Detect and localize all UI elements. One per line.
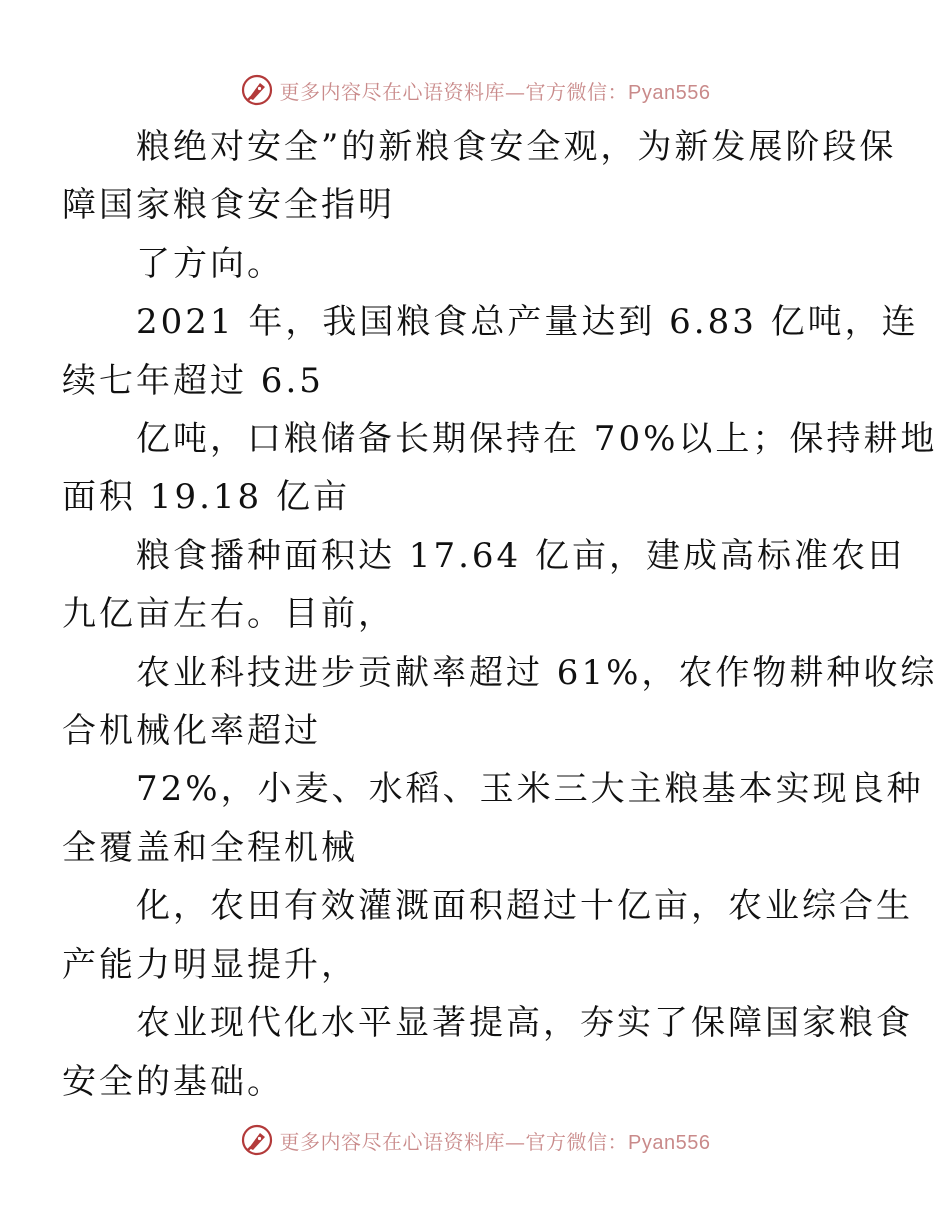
banner-text bbox=[280, 76, 711, 105]
paragraph bbox=[99, 235, 859, 293]
text-line: 化，农田有效灌溉面积超过十亿亩，农业综合生 bbox=[136, 886, 913, 927]
text-line: 面积 19.18 亿亩 bbox=[62, 477, 350, 518]
banner-text bbox=[280, 1126, 711, 1155]
wechat-id: Pyan556 bbox=[628, 1131, 711, 1154]
text-line: 2021 年，我国粮食总产量达到 6.83 亿吨，连 bbox=[136, 302, 919, 343]
text-line: 农业科技进步贡献率超过 61%，农作物耕种收综 bbox=[136, 652, 938, 693]
paragraph bbox=[62, 644, 938, 761]
text-line: 合机械化率超过 bbox=[62, 711, 321, 752]
document-body bbox=[62, 118, 938, 1111]
text-line: 亿吨，口粮储备长期保持在 70%以上；保持耕地 bbox=[136, 419, 938, 460]
text-line: 障国家粮食安全指明 bbox=[62, 185, 395, 226]
text-line: 续七年超过 6.5 bbox=[62, 360, 324, 401]
pen-nib-logo-icon bbox=[240, 73, 274, 107]
text-line: 产能力明显提升， bbox=[62, 944, 358, 985]
wechat-id: Pyan556 bbox=[628, 81, 711, 104]
text-line: 粮绝对安全”的新粮食安全观，为新发展阶段保 bbox=[136, 127, 897, 167]
text-line: 九亿亩左右。目前， bbox=[62, 594, 395, 635]
text-line: 全覆盖和全程机械 bbox=[62, 827, 358, 868]
paragraph bbox=[62, 410, 938, 527]
paragraph bbox=[62, 293, 919, 410]
banner-label: 更多内容尽在心语资料库—官方微信： bbox=[279, 1129, 629, 1154]
paragraph bbox=[62, 118, 897, 235]
text-line: 粮食播种面积达 17.64 亿亩，建成高标准农田 bbox=[136, 535, 905, 576]
paragraph bbox=[62, 994, 913, 1111]
text-line: 72%，小麦、水稻、玉米三大主粮基本实现良种 bbox=[136, 769, 924, 810]
text-line: 农业现代化水平显著提高，夯实了保障国家粮食 bbox=[136, 1003, 913, 1044]
paragraph bbox=[62, 877, 913, 994]
paragraph bbox=[62, 760, 924, 877]
text-line: 了方向。 bbox=[136, 243, 284, 284]
banner-label: 更多内容尽在心语资料库—官方微信： bbox=[279, 79, 629, 104]
header-banner bbox=[0, 70, 950, 110]
pen-nib-logo-icon bbox=[240, 1123, 274, 1157]
paragraph bbox=[62, 527, 905, 644]
footer-banner bbox=[0, 1120, 950, 1160]
text-line: 安全的基础。 bbox=[62, 1061, 284, 1102]
